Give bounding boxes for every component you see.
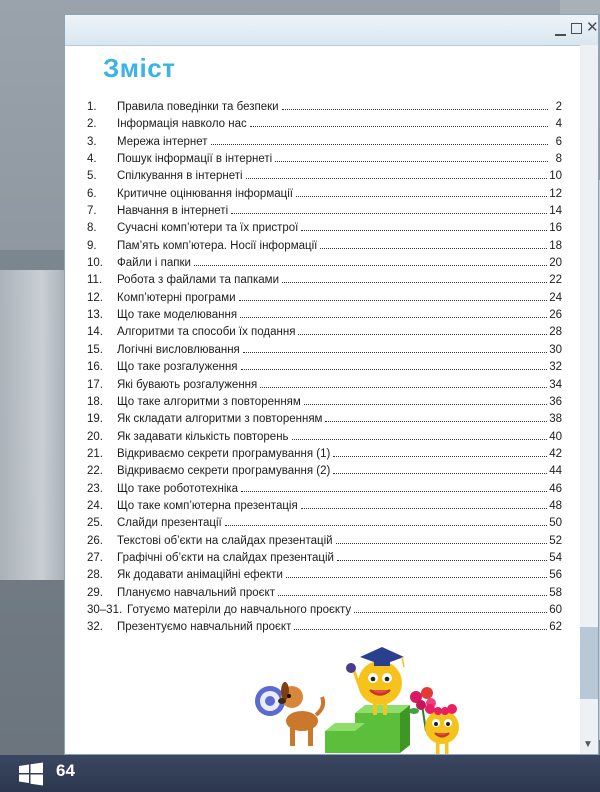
toc-entry-number: 30–31. (87, 603, 123, 616)
toc-entry-title: Що таке розгалуження (117, 361, 238, 374)
toc-entry-page: 26 (549, 309, 562, 322)
toc-entry (87, 203, 562, 220)
toc-leader-dots (241, 491, 547, 492)
toc-entry (87, 99, 562, 116)
toc-leader-dots (301, 230, 547, 231)
toc-entry-page: 14 (549, 205, 562, 218)
toc-entry (87, 515, 562, 532)
toc-entry-title: Файли і папки (117, 257, 191, 270)
toc-leader-dots (337, 560, 547, 561)
toc-entry-title: Як задавати кількість повторень (117, 430, 289, 443)
toc-entry-page: 24 (549, 291, 562, 304)
toc-entry-number: 23. (87, 482, 103, 495)
toc-leader-dots (260, 387, 547, 388)
toc-entry-title: Що таке робототехніка (117, 482, 239, 495)
toc-entry-page: 32 (549, 361, 562, 374)
dog-character-icon (278, 682, 323, 746)
toc-entry-page: 6 (555, 135, 562, 148)
toc-entry-page: 4 (555, 118, 562, 131)
toc-entry (87, 168, 562, 185)
toc-entry-page: 30 (549, 343, 562, 356)
toc-leader-dots (292, 439, 548, 440)
toc-entry-title: Презентуємо навчальний проєкт (117, 621, 292, 634)
toc-entry (87, 498, 562, 515)
toc-entry-page: 18 (549, 239, 562, 252)
toc-entry-number: 17. (87, 378, 103, 391)
toc-entry-title: Логічні висловлювання (117, 343, 240, 356)
toc-entry-number: 32. (87, 621, 103, 634)
toc-entry-title: Слайди презентації (117, 517, 222, 530)
toc-leader-dots (275, 161, 548, 162)
toc-leader-dots (294, 629, 547, 630)
toc-entry-page: 10 (549, 170, 562, 183)
toc-entry-title: Комп’ютерні програми (117, 291, 236, 304)
cartoon-characters-illustration (230, 633, 470, 758)
background-panel (0, 270, 70, 580)
toc-entry-title: Робота з файлами та папками (117, 274, 279, 287)
toc-entry-title: Графічні об’єкти на слайдах презентацій (117, 551, 334, 564)
toc-entry-title: Відкриваємо секрети програмування (2) (117, 465, 331, 478)
toc-entry-page: 62 (549, 621, 562, 634)
toc-entry-title: Що таке комп’ютерна презентація (117, 499, 298, 512)
page-title: Зміст (103, 53, 176, 83)
maximize-icon[interactable] (571, 23, 582, 34)
toc-entry-number: 12. (87, 291, 103, 304)
toc-leader-dots (336, 543, 548, 544)
toc-entry-title: Мережа інтернет (117, 135, 208, 148)
toc-entry-number: 25. (87, 517, 103, 530)
toc-entry-page: 22 (549, 274, 562, 287)
toc-entry (87, 255, 562, 272)
toc-leader-dots (296, 196, 547, 197)
steps-icon (325, 705, 410, 753)
toc-leader-dots (301, 508, 547, 509)
page-number: 64 (56, 761, 75, 780)
toc-entry-page: 50 (549, 517, 562, 530)
toc-entry-page: 56 (549, 569, 562, 582)
toc-entry-title: Пам’ять комп’ютера. Носії інформації (117, 239, 318, 252)
toc-entry-title: Відкриваємо секрети програмування (1) (117, 447, 331, 460)
toc-leader-dots (241, 369, 548, 370)
toc-leader-dots (304, 404, 547, 405)
toc-entry (87, 446, 562, 463)
toc-leader-dots (298, 334, 547, 335)
contents-window (64, 14, 599, 755)
toc-entry-number: 28. (87, 569, 103, 582)
toc-entry (87, 429, 562, 446)
toc-leader-dots (243, 352, 547, 353)
toc-entry (87, 342, 562, 359)
toc-entry (87, 481, 562, 498)
toc-leader-dots (250, 126, 548, 127)
toc-entry-number: 15. (87, 343, 103, 356)
toc-entry-number: 14. (87, 326, 103, 339)
windows-logo-icon (18, 762, 44, 786)
toc-entry-number: 20. (87, 430, 103, 443)
toc-entry-title: Правила поведінки та безпеки (117, 101, 279, 113)
toc-entry-page: 8 (555, 153, 562, 166)
smiley-girl-icon (425, 704, 459, 754)
toc-entry-title: Інформація навколо нас (117, 118, 247, 131)
toc-entry-title: Які бувають розгалуження (117, 378, 258, 391)
toc-entry (87, 151, 562, 168)
toc-entry (87, 411, 562, 428)
toc-entry-page: 38 (549, 413, 562, 426)
toc-entry (87, 290, 562, 307)
toc-entry-number: 4. (87, 153, 97, 166)
close-icon[interactable]: ✕ (586, 19, 599, 36)
toc-entry-title: Як додавати анімаційні ефекти (117, 569, 283, 582)
toc-entry-page: 46 (549, 482, 562, 495)
toc-entry-number: 22. (87, 465, 103, 478)
toc-entry (87, 272, 562, 289)
toc-entry-page: 28 (549, 326, 562, 339)
toc-entry (87, 359, 562, 376)
toc-entry-title: Як складати алгоритми з повторенням (117, 413, 323, 426)
toc-leader-dots (354, 612, 547, 613)
toc-entry (87, 307, 562, 324)
toc-entry-title: Що таке моделювання (117, 309, 238, 322)
toc-entry (87, 377, 562, 394)
toc-entry-number: 10. (87, 257, 103, 270)
toc-leader-dots (225, 525, 548, 526)
table-of-contents (87, 99, 562, 637)
toc-leader-dots (246, 178, 548, 179)
scroll-down-arrow-icon[interactable]: ▼ (583, 739, 593, 750)
toc-leader-dots (286, 577, 547, 578)
toc-entry-page: 48 (549, 499, 562, 512)
toc-entry-title: Плануємо навчальний проєкт (117, 586, 275, 599)
toc-entry-page: 60 (549, 603, 562, 616)
toc-entry (87, 394, 562, 411)
window-titlebar (65, 15, 598, 46)
toc-entry-page: 40 (549, 430, 562, 443)
toc-entry (87, 602, 562, 619)
toc-entry (87, 550, 562, 567)
toc-leader-dots (231, 213, 547, 214)
toc-leader-dots (239, 300, 548, 301)
toc-entry-title: Пошук інформації в інтернеті (117, 153, 273, 166)
toc-entry-title: Текстові об’єкти на слайдах презентацій (117, 534, 333, 547)
toc-entry-number: 9. (87, 239, 97, 252)
scrollbar-thumb[interactable] (580, 627, 598, 699)
toc-entry-page: 58 (549, 586, 562, 599)
toc-entry-number: 8. (87, 222, 97, 235)
toc-entry-number: 18. (87, 395, 103, 408)
toc-leader-dots (320, 248, 547, 249)
toc-entry-title: Критичне оцінювання інформації (117, 187, 293, 200)
toc-entry-page: 44 (549, 465, 562, 478)
toc-leader-dots (282, 282, 547, 283)
toc-leader-dots (325, 421, 547, 422)
toc-leader-dots (240, 317, 547, 318)
toc-entry-page: 20 (549, 257, 562, 270)
toc-leader-dots (278, 595, 547, 596)
toc-leader-dots (282, 109, 548, 110)
toc-entry-title: Спілкування в інтернеті (117, 170, 243, 183)
minimize-icon[interactable] (555, 24, 566, 36)
toc-entry-title: Готуємо матеріли до навчального проєкту (127, 603, 352, 616)
background-corner (560, 0, 600, 14)
toc-entry-number: 11. (87, 274, 103, 287)
toc-entry-number: 19. (87, 413, 103, 426)
toc-leader-dots (333, 456, 547, 457)
smiley-graduate-icon (346, 647, 404, 715)
toc-entry-number: 7. (87, 205, 97, 218)
toc-entry (87, 585, 562, 602)
toc-entry (87, 567, 562, 584)
toc-entry-number: 3. (87, 135, 97, 148)
toc-entry-number: 13. (87, 309, 103, 322)
toc-entry-page: 36 (549, 395, 562, 408)
toc-entry-title: Що таке алгоритми з повторенням (117, 395, 301, 408)
toc-entry-page: 52 (549, 534, 562, 547)
toc-entry-number: 1. (87, 101, 97, 113)
toc-entry-page: 42 (549, 447, 562, 460)
toc-entry-number: 27. (87, 551, 103, 564)
toc-entry (87, 238, 562, 255)
toc-entry-number: 29. (87, 586, 103, 599)
toc-entry (87, 186, 562, 203)
toc-entry-number: 6. (87, 187, 97, 200)
page-footer (0, 755, 600, 792)
toc-entry-number: 5. (87, 170, 97, 183)
toc-leader-dots (194, 265, 547, 266)
toc-entry (87, 463, 562, 480)
toc-leader-dots (333, 473, 547, 474)
toc-entry-title: Алгоритми та способи їх подання (117, 326, 296, 339)
toc-entry-title: Сучасні комп’ютери та їх пристрої (117, 222, 299, 235)
toc-entry-page: 54 (549, 551, 562, 564)
toc-entry (87, 324, 562, 341)
toc-entry (87, 116, 562, 133)
toc-entry (87, 220, 562, 237)
toc-entry-page: 16 (549, 222, 562, 235)
toc-entry-title: Навчання в інтернеті (117, 205, 229, 218)
toc-entry-page: 34 (549, 378, 562, 391)
toc-entry-number: 16. (87, 361, 103, 374)
toc-leader-dots (211, 144, 548, 145)
toc-entry (87, 533, 562, 550)
toc-entry-page: 12 (549, 187, 562, 200)
toc-entry-number: 26. (87, 534, 103, 547)
toc-entry (87, 134, 562, 151)
toc-entry-page: 2 (555, 101, 562, 113)
toc-entry-number: 24. (87, 499, 103, 512)
toc-entry-number: 2. (87, 118, 97, 131)
toc-entry-number: 21. (87, 447, 103, 460)
